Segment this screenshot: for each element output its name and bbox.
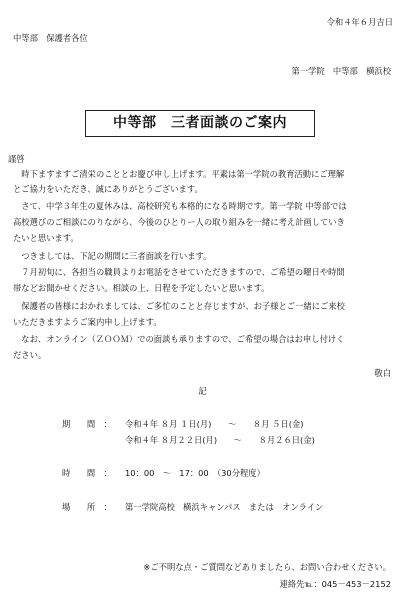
place-label: 場 所 ： (62, 502, 112, 512)
title-box (85, 110, 315, 137)
ki-heading: 記 (198, 386, 207, 396)
page-title: 中等部 三者面談のご案内 (113, 115, 287, 131)
body-line: ださい。 (13, 350, 47, 360)
body-line: さて、中学３年生の夏休みは、高校研究も本格的になる時期です。第一学院 中等部では (13, 201, 347, 211)
time-value: 10：00 〜 17：00 （30分程度） (125, 468, 265, 478)
period-label: 期 間 ： (62, 419, 112, 429)
body-line: つきましては、下記の期間に三者面談を行います。 (13, 251, 212, 261)
body-line: とご協力をいただき、誠にありがとうございます。 (13, 184, 203, 194)
body-line: いただきますようご案内申し上げます。 (13, 317, 162, 327)
time-label: 時 間 ： (62, 468, 112, 478)
body-line: なお、オンライン（ＺＯＯＭ）での面談も承りますので、ご希望の場合はお申し付けく (13, 334, 345, 344)
body-line: たいと思います。 (13, 233, 79, 243)
sender: 第一学院 中等部 横浜校 (291, 66, 391, 76)
period-value-2: 令和４年 ８月２２日(月) 〜 ８月２６日(金) (125, 435, 315, 445)
closing: 敬白 (374, 368, 391, 378)
period-value-1: 令和４年 ８月 １日(月) 〜 ８月 ５日(金) (125, 419, 304, 429)
body-line: 高校選びのご相談にのりながら、今後のひとりー人の取り組みを一緒に考え計画していき (13, 217, 345, 227)
recipient: 中等部 保護者各位 (13, 33, 88, 43)
place-value: 第一学院高校 横浜キャンパス または オンライン (125, 502, 324, 512)
salutation: 謹啓 (8, 154, 25, 164)
footer-note: ※ご不明な点・ご質問などありましたら、お問い合わせください。 (143, 562, 391, 572)
contact-info: 連絡先℡：045－453－2152 (279, 579, 391, 589)
body-line: 時下ますますご清栄のこととお慶び申し上げます。平素は第一学院の教育活動にご理解 (13, 169, 345, 179)
body-line: 保護者の皆様におかれましては、ご多忙のことと存じますが、お子様とご一緒にご来校 (13, 301, 345, 311)
body-line: 帯などお聞かせください。相談の上、日程を予定したいと思います。 (13, 283, 270, 293)
body-line: ７月初旬に、各担当の職員よりお電話をさせていただきますので、ご希望の曜日や時間 (13, 267, 345, 277)
issue-date: 令和４年６月吉日 (326, 17, 393, 27)
